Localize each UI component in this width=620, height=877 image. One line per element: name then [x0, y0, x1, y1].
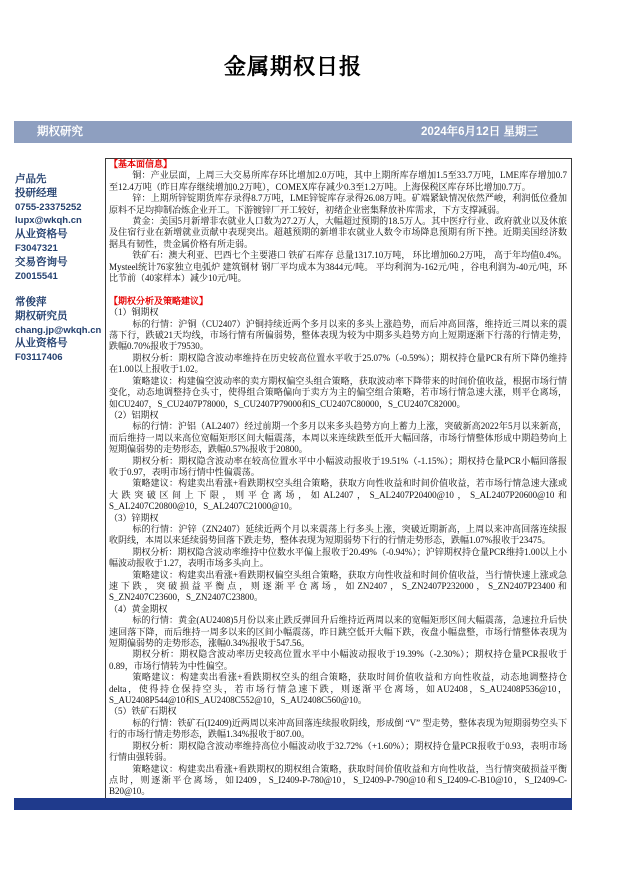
author-card [15, 173, 103, 283]
author-role: 期权研究员 [15, 309, 68, 322]
license-label: 从业资格号 [15, 228, 68, 241]
license-label: 从业资格号 [15, 337, 68, 350]
option-item-iron-ore [109, 706, 567, 797]
option-title: （2）铝期权 [109, 409, 159, 420]
license-number: F03117406 [15, 352, 63, 364]
analysis-paragraph: 期权分析：期权隐含波动率维持中位数水平偏上报收于20.49%（-0.94%）；沪锌期权持仓量PCR维持1.00以上小幅波动报收于1.27，表明市场多头向上。 [109, 546, 567, 569]
market-paragraph: 标的行情：沪锌（ZN2407）延续近两个月以来震荡上行多头上涨，突破近期新高，上周以来冲高回落连续报收阴线，本周以来延续弱势回落下跌走势，整体表现为短期弱势下行的行情走势形态，跌幅1.07%报收于23475。 [109, 523, 567, 546]
market-paragraph: 标的行情：沪铜（CU2407）沪铜持续近两个多月以来的多头上涨趋势，而后冲高回落，维持近三周以来的震荡下行，跌破21天均线，市场行情有所偏弱势，整体表现为较为中期多头趋势方向上短期逐渐下行荡的行情走势，跌幅0.70%报收于79530。 [109, 318, 567, 352]
analysis-paragraph: 期权分析：期权隐含波动率维持在历史较高位置水平收于25.07%（-0.59%）；期权持仓量PCR有所下降仍维持在1.00以上报收于1.02。 [109, 352, 567, 375]
market-paragraph: 标的行情：沪铝（AL2407）经过前期一个多月以来多头趋势方向上蓄力上涨，突破新高2022年5月以来新高，而后维持一周以来高位宽幅矩形区间大幅震荡，本周以来连续跌至低开大幅回落，市场行情整体形成中期趋势向上短期偏弱势的走势形态，跌幅0.57%报收于20800。 [109, 421, 567, 455]
author-column [15, 173, 103, 365]
author-role: 投研经理 [15, 186, 57, 199]
license-number: F3047321 [15, 242, 58, 254]
author-email: lupx@wkqh.cn [15, 215, 82, 227]
report-title: 金属期权日报 [223, 54, 362, 80]
option-title: （1）铜期权 [109, 307, 159, 318]
report-date: 2024年6月12日 星期三 [421, 126, 538, 138]
author-name: 卢品先 [15, 173, 47, 185]
report-body [14, 158, 572, 810]
fundamentals-zinc-paragraph: 锌：上期所锌锭期货库存录得8.7万吨，LME锌锭库存录得26.08万吨。矿端紧缺情况依然严峻，利润低位叠加原料不足均抑制冶炼企业开工。下游镀锌厂开工较好，初绪企业密集释放补库需求，下方支撑减弱。 [109, 193, 567, 215]
option-item-aluminum [109, 410, 567, 513]
fundamentals-iron-ore-paragraph: 铁矿石：澳大利亚、巴西七个主要港口 铁矿石库存 总量1317.10万吨， 环比增加60.2万吨， 高于年均值0.4%。Mysteel统计76家独立电弧炉 建筑钢材 钢厂平均成本为3844元/吨。 平均利润为-162元/吨 ，谷电利润为-40元/吨，环比节前（40家样本）减少10元/吨。 [109, 250, 567, 284]
consult-number: Z0015541 [15, 270, 58, 282]
option-title: （5）铁矿石期权 [109, 706, 177, 717]
fundamentals-gold-paragraph: 黄金：美国5月新增非农就业人口数为27.2万人，大幅超过预期的18.5万人。其中医疗行业、政府就业以及休旅及住宿行业在新增就业贡献中表现突出。超越预期的新增非农就业人数令市场降息预期有所下挫。近期美国经济数据具有韧性，贵金属价格有所走弱。 [109, 216, 567, 249]
strategy-paragraph: 策略建议：构建卖出看涨+看跌期权偏空头组合策略，获取方向性收益和时间价值收益，当行情快速上涨或急速下跌，突破损益平衡点，则逐渐平仓离场，如ZN2407，S_ZN2407P232000，S_ZN2407P23400和S_ZN2407C23600，S_ZN2407C23800。 [109, 569, 567, 603]
strategy-paragraph: 策略建议：构建卖出看涨+看跌期权的期权组合策略，获取时间价值收益和方向性收益，当行情突破损益平衡点时，则逐渐平仓离场，如I2409，S_I2409-P-780@10，S_I2409-P-790@10和S_I2409-C-B10@10，S_I2409-C-B20@10。 [109, 763, 567, 797]
strategy-paragraph: 策略建议：构建卖出看涨+看跌期权空头的组合策略，获取时间价值收益和方向性收益，动态地调整持仓delta，使得持仓保持空头，若市场行情急速下跌，则逐渐平仓离场，如AU2408，S_AU2408P536@10，S_AU2408P544@10和S_AU2408C552@10，S_AU2408C560@10。 [109, 672, 567, 706]
analysis-paragraph: 期权分析：期权隐含波动率维持高位小幅波动收于32.72%（+1.60%）；期权持仓量PCR报收于0.93，表明市场行情由强转弱。 [109, 740, 567, 763]
header-banner [14, 121, 572, 143]
option-title: （3）锌期权 [109, 512, 159, 523]
market-paragraph: 标的行情：黄金(AU2408)5月份以来止跌反弹回升后维持近两周以来的宽幅矩形区间大幅震荡，急速拉升后快速回落下降，而后维持一周多以来的区间小幅震荡，昨日跳空低开大幅下跌，夜盘小幅盘整，市场行情整体表现为短期偏弱势的走势形态，涨幅0.34%报收于547.56。 [109, 615, 567, 649]
options-heading: 【期权分析及策略建议】 [109, 295, 209, 306]
author-card [15, 296, 103, 365]
analysis-paragraph: 期权分析：期权隐含波动率历史较高位置水平中小幅波动报收于19.39%（-2.30%）；期权持仓量PCR报收于0.89，市场行情转为中性偏空。 [109, 649, 567, 671]
strategy-paragraph: 策略建议：构建卖出看涨+看跌期权空头组合策略，获取方向性收益和时间价值收益，若市场行情急速大涨或大跌突破区间上下限，则平仓离场，如AL2407，S_AL2407P20400@10，S_AL2407P20600@10和S_AL2407C20800@10，S_AL2407C21000@10。 [109, 478, 567, 512]
market-paragraph: 标的行情：铁矿石(I2409)近两周以来冲高回落连续报收阴线，形成倒 “V” 型走势，整体表现为短期弱势空头下行的市场行情走势形态，跌幅1.34%报收于807.00。 [109, 717, 567, 740]
footer-bar [14, 798, 572, 810]
consult-label: 交易咨询号 [15, 255, 68, 268]
strategy-paragraph: 策略建议：构建偏空波动率的卖方期权偏空头组合策略，获取波动率下降带来的时间价值收益，根据市场行情变化，动态地调整持仓头寸，使得组合策略偏向于卖方为主的偏空组合策略，若市场行情急速大涨，则平仓离场，如CU2407，S_CU2407P78000，S_CU2407P79000和S_CU2407C80000，S_CU2407C82000。 [109, 375, 567, 409]
author-name: 常俊萍 [15, 295, 47, 308]
option-item-gold [109, 604, 567, 707]
analysis-paragraph: 期权分析：期权隐含波动率在较高位置水平中小幅波动报收于19.51%（-1.15%）；期权持仓量PCR小幅回落报收于0.97，表明市场行情中性偏震荡。 [109, 455, 567, 477]
author-phone: 0755-23375252 [15, 201, 82, 213]
option-title: （4）黄金期权 [109, 603, 168, 614]
content-box [105, 158, 572, 798]
section-label: 期权研究 [37, 126, 83, 138]
option-item-copper [109, 307, 567, 410]
author-email: chang.jp@wkqh.cn [15, 324, 102, 336]
fundamentals-heading: 【基本面信息】 [109, 159, 173, 169]
fundamentals-copper-paragraph: 铜：产业层面，上周三大交易所库存环比增加2.0万吨，其中上期所库存增加1.5至33.7万吨，LME库存增加0.7至12.4万吨（昨日库存继续增加0.2万吨），COMEX库存减少0.3至1.2万吨。上海保税区库存环比增加0.7万。 [109, 170, 567, 192]
option-item-zinc [109, 513, 567, 604]
